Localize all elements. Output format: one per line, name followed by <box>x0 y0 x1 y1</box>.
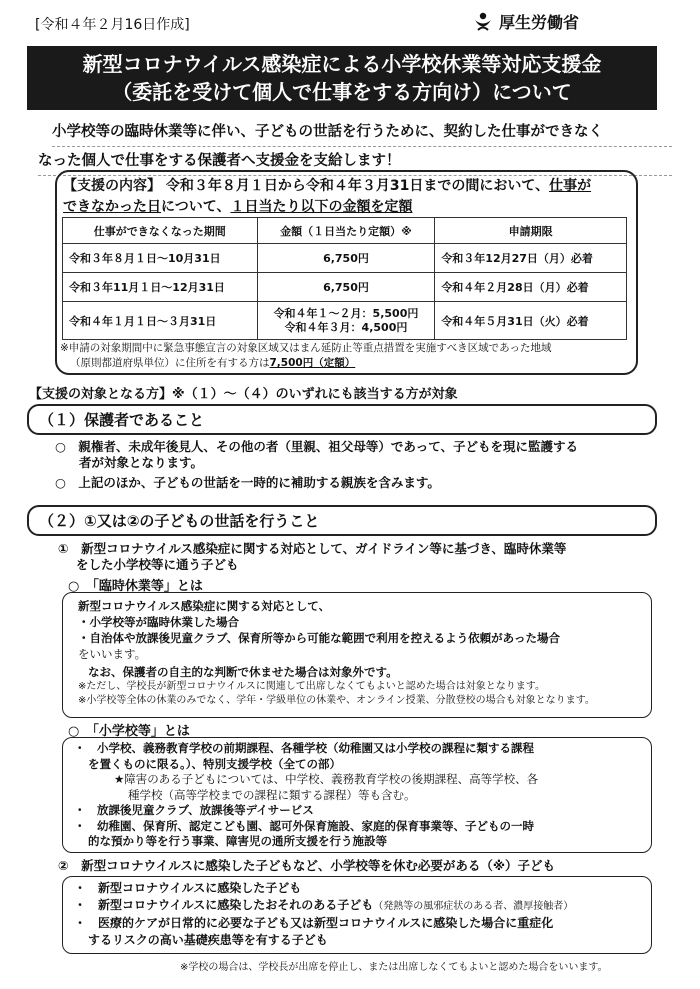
table-cell: 6,750円 <box>257 244 435 273</box>
table-row <box>63 273 627 302</box>
section-1-item-1a: 親権者、未成年後見人、その他の者（里親、祖父母等）であって、子どもを現に監護する <box>78 439 579 454</box>
table-row <box>63 244 627 273</box>
rinji-line: ・小学校等が臨時休業した場合 <box>78 615 239 629</box>
infected-line: ・ 新型コロナウイルスに感染した子ども <box>74 881 302 895</box>
ministry-logo-icon <box>472 11 494 33</box>
table-cell: 令和４年１月１日～３月31日 <box>63 302 258 340</box>
shogakko-content <box>74 741 649 850</box>
ministry-name: 厚生労働省 <box>499 13 580 32</box>
table-header-row <box>63 218 627 244</box>
section-2-item-2: ② 新型コロナウイルスに感染した子どもなど、小学校等を休む必要がある（※）子ども <box>58 858 555 873</box>
intro-line-2: なった個人で仕事をする保護者へ支援金を支給します！ <box>38 147 672 176</box>
title-banner <box>27 46 657 110</box>
intro-line-1: 小学校等の臨時休業等に伴い、子どもの世話を行うために、契約した仕事ができなく <box>52 118 672 147</box>
table-header: 仕事ができなくなった期間 <box>63 218 258 244</box>
section-2-item-1b: をした小学校等に通う子ども <box>76 557 239 572</box>
table-header: 金額（１日当たり定額）※ <box>257 218 435 244</box>
rinji-line: なお、保護者の自主的な判断で休ませた場合は対象外です。 <box>88 665 398 679</box>
table-cell: 令和３年11月１日～12月31日 <box>63 273 258 302</box>
support-text-2-underlined: できなかった日 <box>63 199 161 215</box>
rinji-line: ※ただし、学校長が新型コロナウイルスに関連して出席しなくてもよいと認めた場合は対象となります。 <box>78 681 545 692</box>
table-row <box>63 302 627 340</box>
support-heading <box>63 176 633 218</box>
infected-content <box>74 880 649 949</box>
rinji-line: ※小学校等全体の休業のみでなく、学年・学級単位の休業や、オンライン授業、分散登校の場合も対象となります。 <box>78 695 595 706</box>
table-cell: 令和４年５月31日（火）必着 <box>435 302 627 340</box>
circle-bullet-icon: ○ <box>55 439 79 454</box>
support-text-3-underlined: １日当たり以下の金額を定額 <box>230 199 413 215</box>
note-amount: 7,500円（定額） <box>269 357 356 369</box>
section-2-item-1a: ① 新型コロナウイルス感染症に関する対応として、ガイドライン等に基づき、臨時休業等 <box>58 541 567 556</box>
rinji-content <box>78 598 648 708</box>
title-line-1: 新型コロナウイルス感染症による小学校休業等対応支援金 <box>82 52 602 76</box>
shogakko-line: ・ 小学校、義務教育学校の前期課程、各種学校（幼稚園又は小学校の課程に類する課程 <box>74 741 534 755</box>
shogakko-line: ・ 幼稚園、保育所、認定こども園、認可外保育施設、家庭的保育事業等、子どもの一時 <box>74 818 534 833</box>
infected-line: するリスクの高い基礎疾患等を有する子ども <box>88 933 328 947</box>
creation-date: [令和４年２月16日作成] <box>35 17 190 33</box>
rinji-line: 新型コロナウイルス感染症に関する対応として、 <box>78 599 331 613</box>
section-1-item-2 <box>55 475 655 491</box>
rinji-line: ・自治体や放課後児童クラブ、保育所等から可能な範囲で利用を控えるよう依頼があった場合 <box>78 631 560 645</box>
section-1-title: （１）保護者であること <box>27 404 657 435</box>
table-cell: 令和３年12月27日（月）必着 <box>435 244 627 273</box>
section-2-title: （２）①又は②の子どもの世話を行うこと <box>27 505 657 536</box>
support-note <box>60 341 640 371</box>
infected-line: ・ 新型コロナウイルスに感染したおそれのある子ども <box>74 898 374 912</box>
infected-line-note: （発熱等の風邪症状のある者、濃厚接触者） <box>373 901 574 912</box>
note-line-2: （原則都道府県単位）に住所を有する方は <box>70 357 270 369</box>
table-header: 申請期限 <box>435 218 627 244</box>
circle-bullet-icon: ○ <box>55 475 79 490</box>
footnote: ※学校の場合は、学校長が出席を停止し、または出席しなくてもよいと認めた場合をいいます。 <box>180 962 608 973</box>
support-text-2: について、 <box>161 199 231 215</box>
target-heading: 【支援の対象となる方】※（１）～（４）のいずれにも該当する方が対象 <box>29 387 458 402</box>
table-cell: 6,750円 <box>257 273 435 302</box>
infected-line: ・ 医療的ケアが日常的に必要な子ども又は新型コロナウイルスに感染した場合に重症化 <box>74 916 554 930</box>
section-1-item-1b: 者が対象となります。 <box>79 455 204 470</box>
ministry-logo-block <box>472 10 579 33</box>
intro <box>38 118 672 176</box>
rinji-line: をいいます。 <box>78 647 147 661</box>
shogakko-line: ・ 放課後児童クラブ、放課後等デイサービス <box>74 803 314 817</box>
support-text-1: 令和３年８月１日から令和４年３月31日までの間において、 <box>165 178 550 194</box>
shogakko-line: を置くものに限る。）、特別支援学校（全ての部） <box>88 756 341 771</box>
support-text-1-underlined: 仕事が <box>549 178 592 194</box>
section-2-item-1 <box>58 541 658 573</box>
section-1-item-2-text: 上記のほか、子どもの世話を一時的に補助する親族を含みます。 <box>78 475 440 490</box>
title-line-2: （委託を受けて個人で仕事をする方向け）について <box>112 80 572 104</box>
rinji-title: ○ 「臨時休業等」とは <box>68 579 203 594</box>
shogakko-line: 種学校（高等学校までの課程に類する課程）等も含む。 <box>128 787 416 802</box>
table-cell: 令和４年１～２月：5,500円 令和４年３月：4,500円 <box>257 302 435 340</box>
table-cell: 令和４年２月28日（月）必着 <box>435 273 627 302</box>
note-line-1: ※申請の対象期間中に緊急事態宣言の対象区域又はまん延防止等重点措置を実施すべき区域であった地域 <box>60 342 552 354</box>
amount-table <box>62 217 627 340</box>
shogakko-line: 的な預かり等を行う事業、障害児の通所支援を行う施設等 <box>88 834 387 848</box>
support-label: 【支援の内容】 <box>63 178 161 194</box>
table-cell: 令和３年８月１日～10月31日 <box>63 244 258 273</box>
shogakko-title: ○ 「小学校等」とは <box>68 724 190 739</box>
shogakko-line: ★障害のある子どもについては、中学校、義務教育学校の後期課程、高等学校、各 <box>114 772 539 786</box>
section-1-item-1 <box>55 439 655 471</box>
